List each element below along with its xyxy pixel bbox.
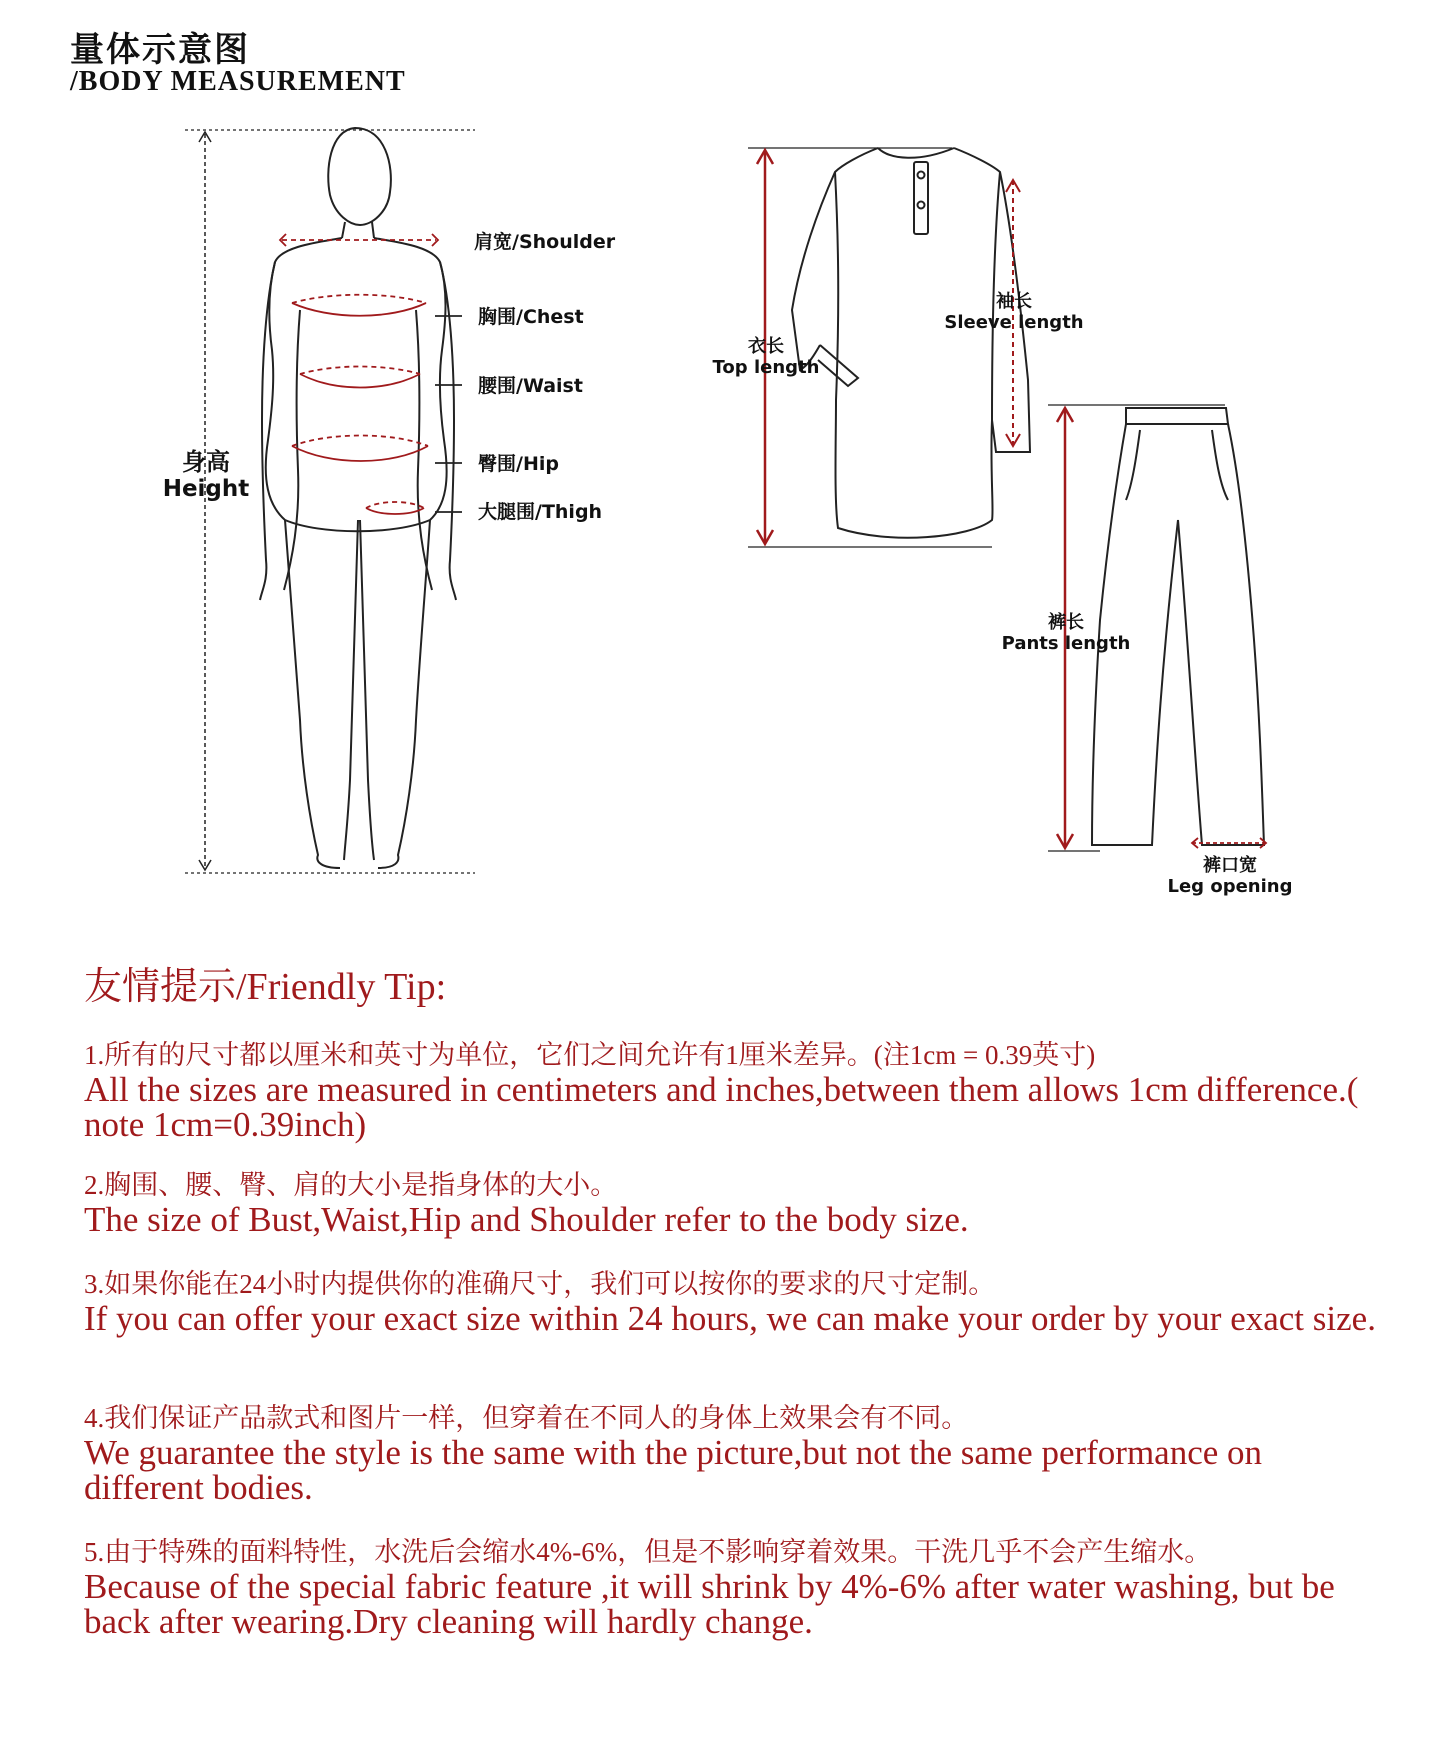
page-title-cn: 量体示意图 <box>70 30 250 70</box>
top-garment <box>792 148 1030 538</box>
tip-item-5 <box>84 1535 1384 1639</box>
thigh-label: 大腿围/Thigh <box>478 501 603 523</box>
waist-label: 腰围/Waist <box>478 375 583 397</box>
leg-opening-measure-line <box>1192 838 1266 848</box>
chest-label: 胸围/Chest <box>478 306 584 328</box>
top-length-measure-line <box>748 148 992 547</box>
height-label-en: Height <box>162 476 250 502</box>
label-leaders <box>435 316 462 512</box>
leg-opening-label-en: Leg opening <box>1167 876 1293 897</box>
pants-length-label-cn: 裤长 <box>1048 612 1084 633</box>
tip-item-1 <box>84 1038 1384 1142</box>
tips-title: 友情提示/Friendly Tip: <box>84 966 447 1008</box>
waist-measure-line <box>300 367 420 388</box>
shoulder-label: 肩宽/Shoulder <box>474 231 616 253</box>
tip-3-cn: 3.如果你能在24小时内提供你的准确尺寸，我们可以按你的要求的尺寸定制。 <box>84 1269 996 1299</box>
height-label-cn: 身高 <box>182 448 230 476</box>
hip-measure-line <box>292 436 428 462</box>
tip-4-cn: 4.我们保证产品款式和图片一样，但穿着在不同人的身体上效果会有不同。 <box>84 1403 969 1433</box>
leg-opening-label-cn: 裤口宽 <box>1203 855 1257 876</box>
body-figure <box>260 128 456 868</box>
page-title-en: /BODY MEASUREMENT <box>70 66 406 97</box>
top-length-label-cn: 衣长 <box>748 336 784 357</box>
tip-1-cn: 1.所有的尺寸都以厘米和英寸为单位，它们之间允许有1厘米差异。(注1cm = 0.39英寸) <box>84 1040 1096 1070</box>
tip-5-en: Because of the special fabric feature ,it will shrink by 4%-6% after water washing, but be back after wearing.Dry cleaning will hardly change. <box>84 1567 1335 1641</box>
chest-measure-line <box>292 295 426 316</box>
tip-1-en: All the sizes are measured in centimeters and inches,between them allows 1cm difference.( note 1cm=0.39inch) <box>84 1070 1359 1144</box>
pants-garment <box>1092 408 1264 845</box>
top-length-label-en: Top length <box>712 357 820 378</box>
tip-item-3 <box>84 1267 1384 1336</box>
tip-3-en: If you can offer your exact size within 24 hours, we can make your order by your exact size. <box>84 1299 1376 1338</box>
tip-4-en: We guarantee the style is the same with the picture,but not the same performance on different bodies. <box>84 1433 1263 1507</box>
tip-2-en: The size of Bust,Waist,Hip and Shoulder refer to the body size. <box>84 1200 969 1239</box>
tip-2-cn: 2.胸围、腰、臀、肩的大小是指身体的大小。 <box>84 1170 618 1200</box>
tip-item-2 <box>84 1168 1384 1237</box>
shoulder-measure-line <box>280 234 438 246</box>
pants-length-label-en: Pants length <box>1001 633 1131 654</box>
tip-5-cn: 5.由于特殊的面料特性，水洗后会缩水4%-6%，但是不影响穿着效果。干洗几乎不会产生缩水。 <box>84 1537 1212 1567</box>
thigh-measure-line <box>366 502 424 514</box>
sleeve-length-label-en: Sleeve length <box>944 312 1084 333</box>
tip-item-4 <box>84 1401 1384 1505</box>
sleeve-length-label-cn: 袖长 <box>996 291 1032 312</box>
hip-label: 臀围/Hip <box>478 453 559 475</box>
